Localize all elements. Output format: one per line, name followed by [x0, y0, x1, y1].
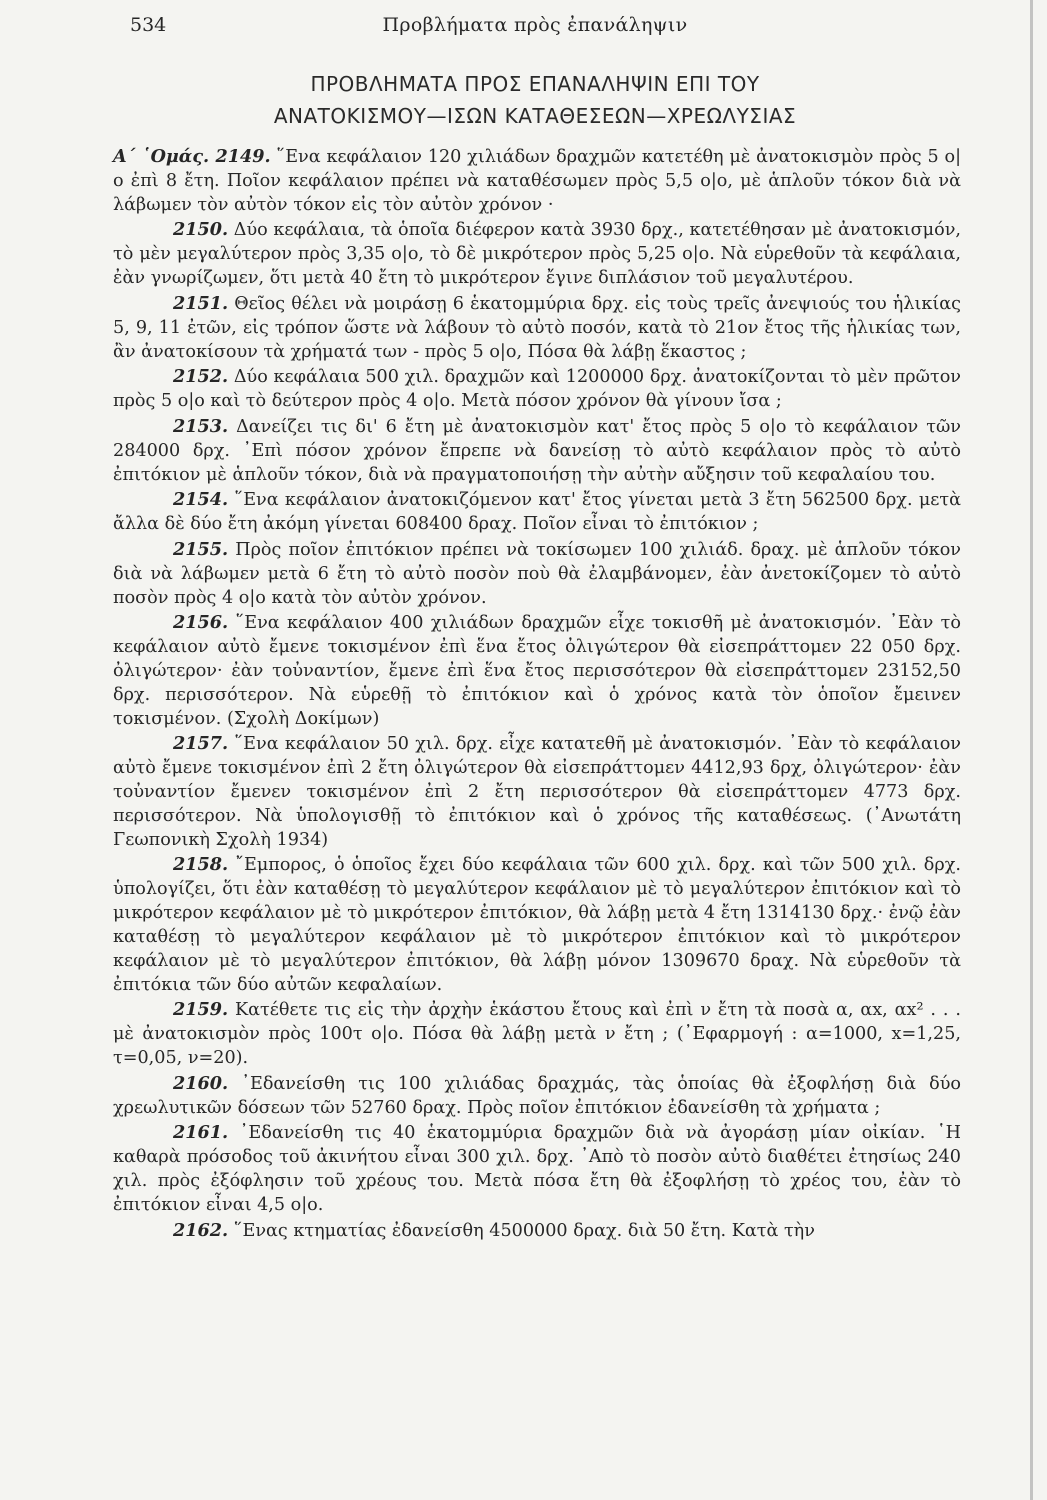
problem-text: Δύο κεφάλαια, τὰ ὁποῖα διέφερον κατὰ 3930 δρχ., κατετέθησαν μὲ ἀνατοκισμόν, τὸ μὲν μεγαλύτερον πρὸς 3,35 ο|ο, τὸ δὲ μικρότερον πρὸς 5,25 ο|ο. Νὰ εὑρεθοῦν τὰ κεφάλαια, ἐὰν γνωρίζωμεν, ὅτι μετὰ 40 ἔτη τὸ μικρότερον ἔγινε διπλάσιον τοῦ μεγαλυτέρου.: [113, 220, 961, 289]
problem-paragraph: [113, 1121, 961, 1217]
running-title: Προβλήματα πρὸς ἐπανάληψιν: [382, 14, 688, 36]
problem-number: 2150.: [173, 219, 229, 241]
problem-number: 2154.: [173, 489, 229, 511]
problem-text: ῞Ενα κεφάλαιον 120 χιλιάδων δραχμῶν κατετέθη μὲ ἀνατοκισμὸν πρὸς 5 ο|ο ἐπὶ 8 ἔτη. Ποῖον κεφάλαιον πρέπει νὰ καταθέσωμεν πρὸς 5,5 ο|ο, μὲ ἁπλοῦν τόκον διὰ νὰ λάβωμεν τὸν αὐτὸν τόκον εἰς τὸν αὐτὸν χρόνον ·: [113, 147, 961, 215]
problem-text: Πρὸς ποῖον ἐπιτόκιον πρέπει νὰ τοκίσωμεν 100 χιλιάδ. δραχ. μὲ ἁπλοῦν τόκον διὰ νὰ λάβωμεν μετὰ 6 ἔτη τὸ αὐτὸ ποσὸν ποὺ θὰ ἐλαμβάνομεν, ἐὰν ἀνετοκίζομεν τὸ αὐτὸ ποσὸν πρὸς 4 ο|ο κατὰ τὸν αὐτὸν χρόνον.: [113, 539, 961, 608]
section-title-line-1: ΠΡΟΒΛΗΜΑΤΑ ΠΡΟΣ ΕΠΑΝΑΛΗΨΙΝ ΕΠΙ ΤΟΥ: [310, 72, 760, 96]
problem-paragraph: [113, 1219, 961, 1244]
problem-number: 2151.: [173, 292, 229, 314]
problem-number: 2162.: [173, 1219, 229, 1241]
problem-paragraph: [113, 365, 961, 414]
problem-number: Α΄ ῾Ομάς. 2149.: [113, 146, 271, 167]
problem-text: Κατέθετε τις εἰς τὴν ἀρχὴν ἑκάστου ἔτους καὶ ἐπὶ ν ἔτη τὰ ποσὰ α, αx, αx² . . . μὲ ἀνατοκισμὸν πρὸς 100τ ο|ο. Πόσα θὰ λάβῃ μετὰ ν ἔτη ; (᾿Εφαρμογή : α=1000, x=1,25, τ=0,05, ν=20).: [113, 1000, 962, 1069]
problem-number: 2159.: [173, 999, 229, 1021]
problem-number: 2153.: [173, 415, 229, 437]
problem-text: ᾿Εδανείσθη τις 100 χιλιάδας δραχμάς, τὰς ὁποίας θὰ ἐξοφλήσῃ διὰ δύο χρεωλυτικῶν δόσεων τῶν 52760 δραχ. Πρὸς ποῖον ἐπιτόκιον ἐδανείσθη τὰ χρήματα ;: [113, 1073, 962, 1118]
problem-paragraph: [113, 292, 961, 365]
problem-text: ῞Ενα κεφάλαιον 50 χιλ. δρχ. εἶχε κατατεθῆ μὲ ἀνατοκισμόν. ᾿Εὰν τὸ κεφάλαιον αὐτὸ ἔμενε τοκισμένον ἐπὶ 2 ἔτη ὀλιγώτερον θὰ εἰσεπράττομεν 4412,93 δρχ, ὀλιγώτερον· ἐὰν τοὐναντίον ἔμενεν τοκισμένον ἐπὶ 2 ἔτη περισσότερον θὰ εἰσεπράττομεν 4773 δρχ. περισσότερον. Νὰ ὑπολογισθῇ τὸ ἐπιτόκιον καὶ ὁ χρόνος τῆς καταθέσεως. (᾿Ανωτάτη Γεωπονικὴ Σχολὴ 1934): [113, 734, 962, 850]
problem-paragraph: [113, 1072, 961, 1121]
problem-number: 2160.: [173, 1072, 229, 1094]
problem-paragraph: [113, 853, 961, 997]
problem-number: 2156.: [173, 612, 229, 634]
problem-text: Δύο κεφάλαια 500 χιλ. δραχμῶν καὶ 1200000 δρχ. ἀνατοκίζονται τὸ μὲν πρῶτον πρὸς 5 ο|ο καὶ τὸ δεύτερον πρὸς 4 ο|ο. Μετὰ πόσον χρόνον θὰ γίνουν ἴσα ;: [113, 367, 962, 412]
problem-number: 2152.: [173, 366, 229, 388]
problem-number: 2158.: [173, 854, 229, 876]
section-title-line-2: ΑΝΑΤΟΚΙΣΜΟΥ—ΙΣΩΝ ΚΑΤΑΘΕΣΕΩΝ—ΧΡΕΩΛΥΣΙΑΣ: [273, 104, 797, 128]
problem-paragraph: [113, 998, 961, 1071]
problem-paragraph: [113, 538, 961, 611]
running-header: [130, 14, 940, 44]
problem-paragraph: [113, 415, 961, 488]
problem-paragraph: [113, 732, 961, 852]
problem-number: 2155.: [173, 538, 229, 560]
page-edge-shadow: [1030, 0, 1033, 1500]
problem-paragraph: [113, 611, 961, 731]
problem-text: Δανείζει τις δι' 6 ἔτη μὲ ἀνατοκισμὸν κατ' ἔτος πρὸς 5 ο|ο τὸ κεφάλαιον τῶν 284000 δρχ. ᾿Επὶ πόσον χρόνον ἔπρεπε νὰ δανείσῃ τὸ αὐτὸ κεφάλαιον πρὸς τὸ αὐτὸ ἐπιτόκιον μὲ ἁπλοῦν τόκον, διὰ νὰ πραγματοποιήσῃ τὴν αὐτὴν αὔξησιν τοῦ κεφαλαίου του.: [113, 416, 962, 485]
problem-text: Θεῖος θέλει νὰ μοιράσῃ 6 ἑκατομμύρια δρχ. εἰς τοὺς τρεῖς ἀνεψιούς του ἡλικίας 5, 9, 11 ἐτῶν, εἰς τρόπον ὥστε νὰ λάβουν τὸ αὐτὸ ποσόν, κατὰ τὸ 21ον ἔτος τῆς ἡλικίας των, ἂν ἀνατοκίσουν τὰ χρήματά των - πρὸς 5 ο|ο, Πόσα θὰ λάβῃ ἕκαστος ;: [113, 293, 962, 362]
problem-text: ῞Ενα κεφάλαιον 400 χιλιάδων δραχμῶν εἶχε τοκισθῆ μὲ ἀνατοκισμόν. ᾿Εὰν τὸ κεφάλαιον αὐτὸ ἔμενε τοκισμένον ἐπὶ ἕνα ἔτος ὀλιγώτερον θὰ εἰσεπράττομεν 22 050 δρχ. ὀλιγώτερον· ἐὰν τοὐναντίον, ἔμενε ἐπὶ ἕνα ἔτος περισσότερον θὰ εἰσεπράττομεν 23152,50 δρχ. περισσότερον. Νὰ εὑρεθῇ τὸ ἐπιτόκιον καὶ ὁ χρόνος κατὰ τὸν ὁποῖον ἔμεινεν τοκισμένον. (Σχολὴ Δοκίμων): [113, 613, 961, 729]
problem-paragraph: [113, 488, 961, 537]
problem-number: 2161.: [173, 1122, 229, 1144]
problem-text: ῞Ενας κτηματίας ἐδανείσθη 4500000 δραχ. διὰ 50 ἔτη. Κατὰ τὴν: [233, 1220, 815, 1241]
problem-list: [113, 145, 961, 1244]
problem-paragraph: [113, 145, 961, 218]
problem-number: 2157.: [173, 733, 229, 755]
problem-text: ᾿Εδανείσθη τις 40 ἑκατομμύρια δραχμῶν διὰ νὰ ἀγοράσῃ μίαν οἰκίαν. ῾Η καθαρὰ πρόσοδος τοῦ ἀκινήτου εἶναι 300 χιλ. δρχ. ᾿Απὸ τὸ ποσὸν αὐτὸ διαθέτει ἐτησίως 240 χιλ. πρὸς ἐξόφλησιν τοῦ χρέους του. Μετὰ πόσα ἔτη θὰ ἐξοφλήσῃ τὸ χρέος του, ἐὰν τὸ ἐπιτόκιον εἶναι 4,5 ο|ο.: [113, 1123, 961, 1215]
problem-text: ῎Εμπορος, ὁ ὁποῖος ἔχει δύο κεφάλαια τῶν 600 χιλ. δρχ. καὶ τῶν 500 χιλ. δρχ. ὑπολογίζει, ὅτι ἐὰν καταθέσῃ τὸ μεγαλύτερον κεφάλαιον μὲ τὸ μεγαλύτερον ἐπιτόκιον καὶ τὸ μικρότερον κεφάλαιον μὲ τὸ μικρότερον ἐπιτόκιον, θὰ λάβῃ μετὰ 4 ἔτη 1314130 δρχ.· ἐνῷ ἐὰν καταθέσῃ τὸ μεγαλύτερον κεφάλαιον μὲ τὸ μικρότερον ἐπιτόκιον καὶ τὸ μικρότερον κεφάλαιον μὲ τὸ μεγαλύτερον ἐπιτόκιον, θὰ λάβῃ μόνον 1309670 δραχ. Νὰ εὑρεθοῦν τὰ ἐπιτόκια τῶν δύο αὐτῶν κεφαλαίων.: [113, 855, 961, 995]
problem-text: ῞Ενα κεφάλαιον ἀνατοκιζόμενον κατ' ἔτος γίνεται μετὰ 3 ἔτη 562500 δρχ. μετὰ ἄλλα δὲ δύο ἔτη ἀκόμη γίνεται 608400 δραχ. Ποῖον εἶναι τὸ ἐπιτόκιον ;: [113, 490, 962, 535]
page-number: 534: [130, 14, 167, 36]
problem-paragraph: [113, 218, 961, 291]
